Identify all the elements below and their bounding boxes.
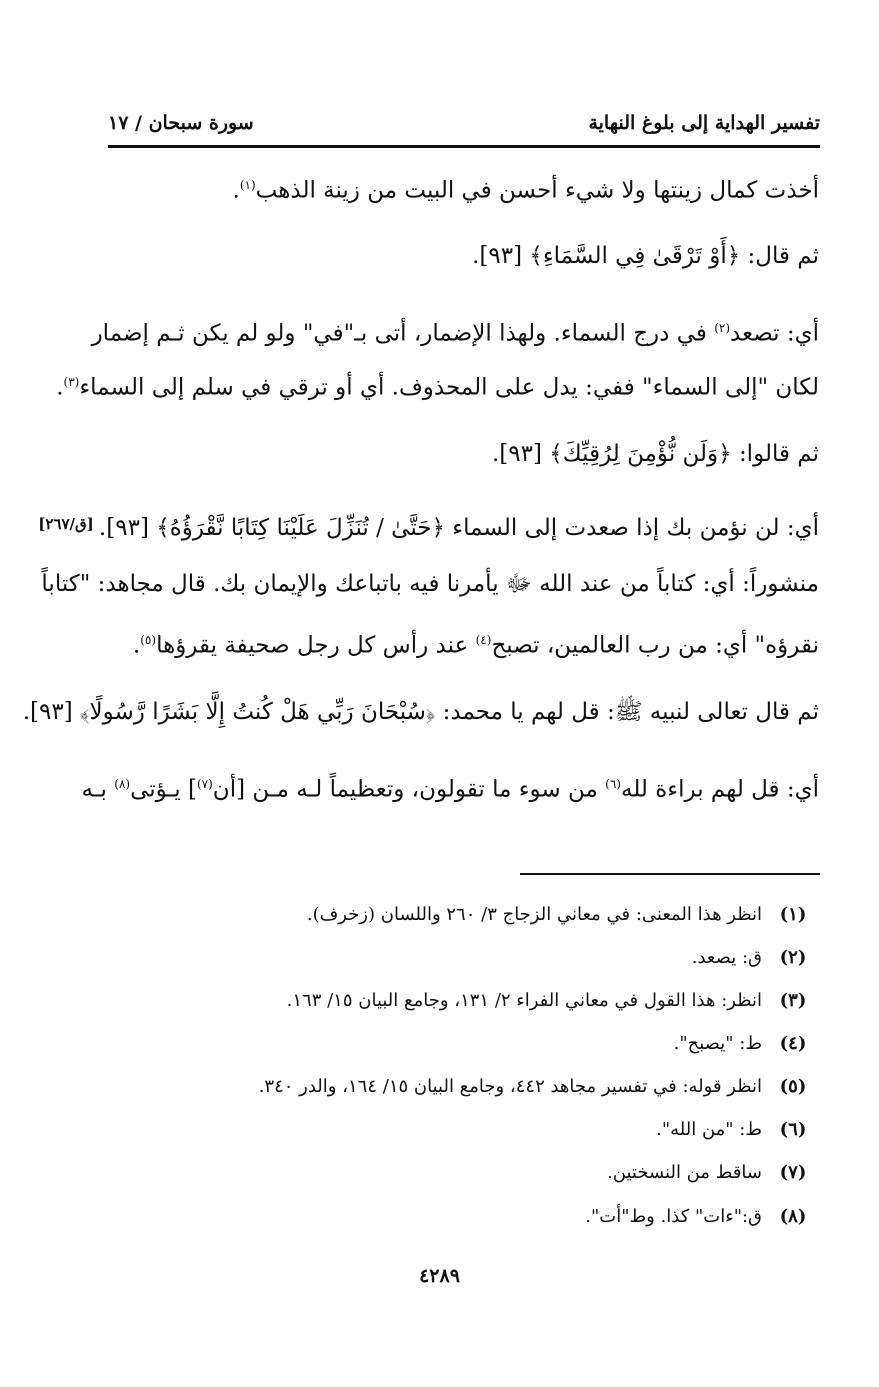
footnote-7	[204, 1156, 824, 1188]
page-number: ٤٢٨٩	[419, 1265, 460, 1287]
footnote-ref: (٨)	[114, 777, 131, 791]
footnote-number: (٢)	[779, 946, 807, 968]
body-line-4: لكان "إلى السماء" ففي: يدل على المحذوف. أي أو ترقي في سلم إلى السماء$^{(٣)}$.	[56, 374, 819, 401]
body-line-8: نقرؤه" أي: من رب العالمين، تصبح$^{(٤)}$ عند رأس كل رجل صحيفة يقرؤها$^{(٥)}$.	[132, 632, 819, 659]
body-line-5: ثم قالوا: ﴿وَلَن نُّؤْمِنَ لِرُقِيِّكَ﴾ [٩٣].	[492, 441, 819, 467]
footnote-text: انظر: هذا القول في معاني الفراء ٢/ ١٣١، وجامع البيان ١٥/ ١٦٣.	[286, 989, 762, 1011]
footnote-number: (١)	[779, 903, 807, 925]
running-header	[108, 106, 820, 140]
footnote-text: انظر قوله: في تفسير مجاهد ٤٤٢، وجامع البيان ١٥/ ١٦٤، والدر ٣٤٠.	[258, 1075, 762, 1097]
body-line-6: أي: لن نؤمن بك إذا صعدت إلى السماء ﴿حَتَّىٰ / تُنَزِّلَ عَلَيْنَا كِتَابًا نَّقْرَؤُهُ﴾ [٩٣].	[98, 515, 819, 541]
footnote-text: ق: يصعد.	[691, 946, 762, 968]
footnote-ref: (٢)	[714, 321, 731, 335]
footnote-text: انظر هذا المعنى: في معاني الزجاج ٣/ ٢٦٠ واللسان (زخرف).	[306, 903, 762, 925]
body-line-1: أخذت كمال زينتها ولا شيء أحسن في البيت من زينة الذهب$^{(١)}$.	[232, 177, 819, 204]
footnote-text: ط: "من الله".	[656, 1118, 762, 1140]
manuscript-margin-note: [ق/٢٦٧]	[38, 515, 94, 533]
footnote-ref: (٤)	[475, 633, 492, 647]
footnote-number: (٦)	[779, 1118, 807, 1140]
footnote-2	[204, 941, 824, 973]
book-title: تفسير الهداية إلى بلوغ النهاية	[588, 112, 820, 134]
footnote-ref: (٣)	[63, 375, 80, 389]
body-line-9: ثم قال تعالى لنبيه ﷺ: قل لهم يا محمد: ﴿سُبْحَانَ رَبِّي هَلْ كُنتُ إِلَّا بَشَرًا رَّسُولًا﴾ [٩٣].	[22, 699, 819, 725]
footnote-number: (٨)	[779, 1205, 807, 1227]
footnote-ref: (٧)	[196, 777, 213, 791]
surah-page-label: سورة سبحان / ١٧	[108, 112, 254, 134]
footnote-number: (٣)	[779, 989, 807, 1011]
footnote-ref: (٥)	[140, 633, 157, 647]
footnote-6	[204, 1113, 824, 1145]
footnote-divider	[520, 873, 820, 875]
footnote-1	[204, 898, 824, 930]
footnote-5	[204, 1070, 824, 1102]
footnote-number: (٥)	[779, 1075, 807, 1097]
footnote-8	[204, 1200, 824, 1232]
body-line-3: أي: تصعد$^{(٢)}$ في درج السماء. ولهذا الإضمار، أتى بـ"في" ولو لم يكن ثـم إضمار	[91, 320, 819, 347]
body-line-7: منشوراً: أي: كتاباً من عند الله ﷻ يأمرنا فيه باتباعك والإيمان بك. قال مجاهد: "كتاباً	[41, 571, 819, 597]
body-line-2: ثم قال: ﴿أَوْ تَرْقَىٰ فِي السَّمَاءِ﴾ [٩٣].	[472, 243, 819, 269]
header-divider	[108, 145, 820, 148]
footnote-number: (٤)	[779, 1032, 807, 1054]
footnote-ref: (١)	[239, 178, 256, 192]
body-line-10: أي: قل لهم براءة لله$^{(٦)}$ من سوء ما تقولون، وتعظيماً لـه مـن [أن$^{(٧)}$] يـؤتى$^{(٨)}$ بـه	[81, 776, 819, 803]
footnote-ref: (٦)	[605, 777, 621, 791]
footnote-text: ط: "يصبح".	[673, 1032, 762, 1054]
footnote-text: ساقط من النسختين.	[607, 1161, 762, 1183]
footnote-3	[204, 984, 824, 1016]
footnote-text: ق:"ءات" كذا. وط"أت".	[585, 1205, 762, 1227]
footnote-number: (٧)	[779, 1161, 807, 1183]
footnote-4	[204, 1027, 824, 1059]
